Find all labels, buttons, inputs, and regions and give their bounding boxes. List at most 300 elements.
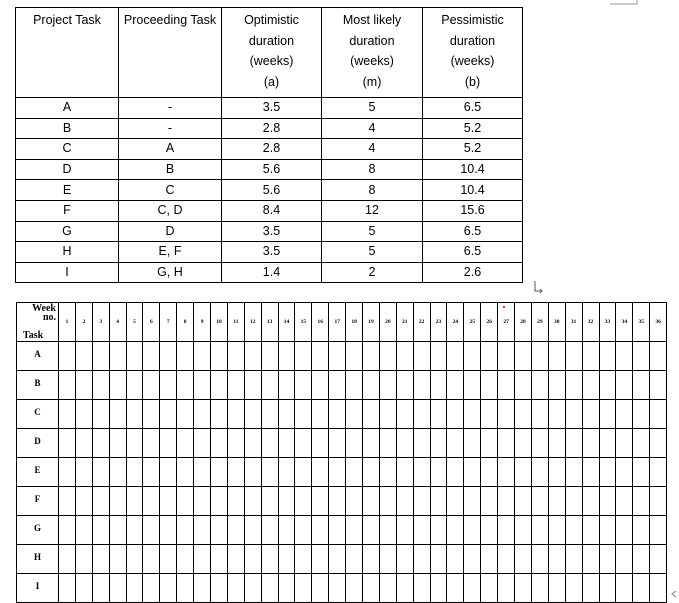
gantt-cell[interactable] [143,429,160,458]
gantt-cell[interactable] [109,545,126,574]
gantt-cell[interactable] [582,400,599,429]
gantt-cell[interactable] [278,400,295,429]
gantt-cell[interactable] [92,574,109,603]
gantt-cell[interactable] [92,487,109,516]
gantt-cell[interactable] [244,516,261,545]
gantt-cell[interactable] [430,458,447,487]
gantt-cell[interactable] [413,516,430,545]
gantt-cell[interactable] [211,342,228,371]
gantt-cell[interactable] [227,342,244,371]
gantt-cell[interactable] [363,400,380,429]
gantt-cell[interactable] [329,371,346,400]
gantt-cell[interactable] [312,516,329,545]
gantt-cell[interactable] [244,429,261,458]
gantt-cell[interactable] [194,342,211,371]
gantt-cell[interactable] [548,487,565,516]
gantt-cell[interactable] [616,545,633,574]
gantt-cell[interactable] [329,429,346,458]
gantt-cell[interactable] [59,400,76,429]
gantt-cell[interactable] [261,429,278,458]
gantt-cell[interactable] [565,487,582,516]
gantt-cell[interactable] [531,487,548,516]
gantt-cell[interactable] [650,371,667,400]
gantt-cell[interactable] [650,342,667,371]
gantt-cell[interactable] [261,400,278,429]
gantt-cell[interactable] [160,516,177,545]
gantt-cell[interactable] [346,574,363,603]
gantt-cell[interactable] [464,429,481,458]
gantt-cell[interactable] [312,574,329,603]
gantt-cell[interactable] [75,400,92,429]
gantt-cell[interactable] [515,342,532,371]
gantt-cell[interactable] [295,429,312,458]
gantt-cell[interactable] [143,487,160,516]
gantt-cell[interactable] [177,545,194,574]
gantt-cell[interactable] [244,574,261,603]
gantt-cell[interactable] [548,400,565,429]
gantt-cell[interactable] [633,429,650,458]
gantt-cell[interactable] [481,516,498,545]
gantt-cell[interactable] [616,342,633,371]
gantt-cell[interactable] [413,487,430,516]
gantt-cell[interactable] [633,545,650,574]
gantt-cell[interactable] [616,371,633,400]
gantt-cell[interactable] [59,458,76,487]
gantt-cell[interactable] [616,574,633,603]
gantt-cell[interactable] [396,545,413,574]
gantt-cell[interactable] [565,400,582,429]
gantt-cell[interactable] [126,429,143,458]
gantt-cell[interactable] [160,574,177,603]
gantt-cell[interactable] [633,400,650,429]
gantt-cell[interactable] [430,371,447,400]
gantt-cell[interactable] [464,342,481,371]
gantt-cell[interactable] [515,458,532,487]
gantt-cell[interactable] [413,429,430,458]
gantt-cell[interactable] [464,574,481,603]
gantt-cell[interactable] [565,342,582,371]
gantt-cell[interactable] [379,371,396,400]
gantt-cell[interactable] [194,400,211,429]
gantt-cell[interactable] [312,371,329,400]
gantt-cell[interactable] [75,487,92,516]
gantt-cell[interactable] [126,487,143,516]
gantt-cell[interactable] [650,400,667,429]
gantt-cell[interactable] [616,400,633,429]
gantt-cell[interactable] [194,458,211,487]
gantt-cell[interactable] [244,400,261,429]
gantt-cell[interactable] [379,545,396,574]
gantt-cell[interactable] [498,371,515,400]
gantt-cell[interactable] [565,458,582,487]
gantt-cell[interactable] [261,458,278,487]
gantt-cell[interactable] [582,429,599,458]
gantt-cell[interactable] [582,516,599,545]
gantt-cell[interactable] [413,342,430,371]
gantt-cell[interactable] [160,429,177,458]
gantt-cell[interactable] [481,429,498,458]
gantt-cell[interactable] [379,342,396,371]
gantt-cell[interactable] [379,400,396,429]
gantt-cell[interactable] [211,429,228,458]
gantt-cell[interactable] [430,574,447,603]
gantt-cell[interactable] [515,400,532,429]
gantt-cell[interactable] [278,487,295,516]
gantt-cell[interactable] [227,429,244,458]
gantt-cell[interactable] [616,458,633,487]
gantt-cell[interactable] [92,371,109,400]
gantt-cell[interactable] [616,487,633,516]
gantt-cell[interactable] [379,487,396,516]
gantt-cell[interactable] [363,516,380,545]
gantt-cell[interactable] [515,574,532,603]
gantt-cell[interactable] [413,545,430,574]
gantt-cell[interactable] [143,342,160,371]
gantt-cell[interactable] [92,429,109,458]
gantt-cell[interactable] [363,342,380,371]
gantt-cell[interactable] [312,342,329,371]
gantt-cell[interactable] [599,458,616,487]
gantt-cell[interactable] [650,487,667,516]
gantt-cell[interactable] [75,458,92,487]
gantt-cell[interactable] [143,516,160,545]
gantt-cell[interactable] [329,458,346,487]
gantt-cell[interactable] [211,487,228,516]
gantt-cell[interactable] [126,574,143,603]
gantt-cell[interactable] [464,371,481,400]
gantt-cell[interactable] [244,458,261,487]
gantt-cell[interactable] [177,342,194,371]
gantt-cell[interactable] [244,342,261,371]
gantt-cell[interactable] [312,487,329,516]
gantt-cell[interactable] [515,487,532,516]
gantt-cell[interactable] [447,487,464,516]
gantt-cell[interactable] [346,487,363,516]
gantt-cell[interactable] [599,371,616,400]
gantt-cell[interactable] [565,371,582,400]
gantt-cell[interactable] [346,342,363,371]
gantt-cell[interactable] [464,545,481,574]
gantt-cell[interactable] [177,574,194,603]
gantt-cell[interactable] [194,487,211,516]
gantt-cell[interactable] [278,458,295,487]
gantt-cell[interactable] [109,400,126,429]
gantt-cell[interactable] [109,574,126,603]
gantt-cell[interactable] [650,429,667,458]
gantt-cell[interactable] [599,342,616,371]
gantt-cell[interactable] [531,429,548,458]
gantt-cell[interactable] [126,545,143,574]
gantt-cell[interactable] [650,458,667,487]
gantt-cell[interactable] [498,487,515,516]
gantt-cell[interactable] [515,429,532,458]
gantt-cell[interactable] [329,400,346,429]
gantt-cell[interactable] [346,516,363,545]
gantt-cell[interactable] [59,516,76,545]
gantt-cell[interactable] [295,516,312,545]
gantt-cell[interactable] [160,342,177,371]
gantt-cell[interactable] [59,429,76,458]
gantt-cell[interactable] [430,429,447,458]
gantt-cell[interactable] [59,574,76,603]
gantt-cell[interactable] [616,429,633,458]
gantt-cell[interactable] [363,429,380,458]
gantt-cell[interactable] [582,342,599,371]
gantt-cell[interactable] [498,342,515,371]
gantt-cell[interactable] [413,574,430,603]
gantt-cell[interactable] [329,516,346,545]
gantt-cell[interactable] [92,516,109,545]
gantt-cell[interactable] [295,545,312,574]
gantt-cell[interactable] [498,516,515,545]
gantt-cell[interactable] [295,400,312,429]
gantt-cell[interactable] [633,458,650,487]
gantt-cell[interactable] [481,400,498,429]
gantt-cell[interactable] [548,574,565,603]
gantt-cell[interactable] [633,574,650,603]
gantt-cell[interactable] [548,342,565,371]
gantt-cell[interactable] [582,574,599,603]
gantt-cell[interactable] [278,574,295,603]
gantt-cell[interactable] [481,487,498,516]
gantt-cell[interactable] [312,429,329,458]
gantt-cell[interactable] [59,371,76,400]
gantt-cell[interactable] [447,574,464,603]
gantt-cell[interactable] [565,516,582,545]
gantt-cell[interactable] [278,371,295,400]
gantt-cell[interactable] [126,371,143,400]
gantt-cell[interactable] [92,400,109,429]
gantt-cell[interactable] [565,545,582,574]
gantt-cell[interactable] [194,429,211,458]
gantt-cell[interactable] [177,400,194,429]
gantt-cell[interactable] [633,371,650,400]
gantt-cell[interactable] [565,429,582,458]
gantt-cell[interactable] [582,487,599,516]
gantt-cell[interactable] [548,458,565,487]
gantt-cell[interactable] [531,400,548,429]
gantt-cell[interactable] [633,516,650,545]
gantt-cell[interactable] [227,487,244,516]
gantt-cell[interactable] [650,545,667,574]
gantt-cell[interactable] [346,371,363,400]
gantt-cell[interactable] [143,400,160,429]
gantt-cell[interactable] [126,458,143,487]
gantt-cell[interactable] [143,371,160,400]
gantt-cell[interactable] [261,487,278,516]
gantt-cell[interactable] [515,371,532,400]
gantt-cell[interactable] [211,458,228,487]
gantt-cell[interactable] [548,545,565,574]
gantt-cell[interactable] [312,400,329,429]
gantt-cell[interactable] [109,371,126,400]
gantt-cell[interactable] [109,458,126,487]
gantt-cell[interactable] [261,574,278,603]
gantt-cell[interactable] [447,516,464,545]
gantt-cell[interactable] [396,574,413,603]
gantt-cell[interactable] [211,371,228,400]
gantt-cell[interactable] [75,429,92,458]
gantt-cell[interactable] [447,400,464,429]
gantt-cell[interactable] [447,371,464,400]
gantt-cell[interactable] [582,545,599,574]
gantt-cell[interactable] [329,574,346,603]
gantt-cell[interactable] [464,400,481,429]
gantt-cell[interactable] [143,574,160,603]
gantt-cell[interactable] [565,574,582,603]
gantt-cell[interactable] [346,458,363,487]
gantt-cell[interactable] [59,342,76,371]
gantt-cell[interactable] [261,342,278,371]
gantt-cell[interactable] [227,458,244,487]
gantt-cell[interactable] [211,400,228,429]
gantt-cell[interactable] [244,371,261,400]
gantt-cell[interactable] [430,400,447,429]
gantt-cell[interactable] [633,487,650,516]
gantt-cell[interactable] [75,371,92,400]
gantt-cell[interactable] [363,487,380,516]
gantt-cell[interactable] [498,574,515,603]
gantt-cell[interactable] [379,458,396,487]
gantt-cell[interactable] [481,545,498,574]
gantt-cell[interactable] [616,516,633,545]
gantt-cell[interactable] [599,400,616,429]
gantt-cell[interactable] [515,545,532,574]
gantt-cell[interactable] [329,487,346,516]
gantt-cell[interactable] [531,342,548,371]
gantt-cell[interactable] [599,574,616,603]
gantt-cell[interactable] [278,545,295,574]
gantt-cell[interactable] [177,516,194,545]
gantt-cell[interactable] [75,545,92,574]
gantt-cell[interactable] [109,342,126,371]
gantt-cell[interactable] [481,458,498,487]
gantt-cell[interactable] [211,545,228,574]
gantt-cell[interactable] [650,574,667,603]
gantt-cell[interactable] [396,429,413,458]
gantt-cell[interactable] [379,516,396,545]
gantt-cell[interactable] [59,545,76,574]
gantt-cell[interactable] [396,400,413,429]
gantt-cell[interactable] [413,458,430,487]
gantt-cell[interactable] [194,574,211,603]
gantt-cell[interactable] [261,545,278,574]
gantt-cell[interactable] [430,342,447,371]
gantt-cell[interactable] [312,545,329,574]
gantt-cell[interactable] [650,516,667,545]
gantt-cell[interactable] [396,458,413,487]
gantt-cell[interactable] [227,574,244,603]
gantt-cell[interactable] [548,371,565,400]
gantt-cell[interactable] [160,371,177,400]
gantt-cell[interactable] [211,574,228,603]
gantt-cell[interactable] [109,516,126,545]
gantt-cell[interactable] [295,371,312,400]
gantt-cell[interactable] [194,516,211,545]
gantt-cell[interactable] [312,458,329,487]
gantt-cell[interactable] [396,516,413,545]
gantt-cell[interactable] [599,545,616,574]
gantt-cell[interactable] [599,487,616,516]
gantt-cell[interactable] [548,429,565,458]
gantt-cell[interactable] [194,371,211,400]
gantt-cell[interactable] [92,342,109,371]
gantt-cell[interactable] [126,400,143,429]
gantt-cell[interactable] [278,429,295,458]
gantt-cell[interactable] [531,574,548,603]
gantt-cell[interactable] [92,458,109,487]
gantt-cell[interactable] [396,371,413,400]
gantt-cell[interactable] [92,545,109,574]
gantt-cell[interactable] [160,458,177,487]
gantt-cell[interactable] [177,371,194,400]
gantt-cell[interactable] [227,545,244,574]
gantt-cell[interactable] [633,342,650,371]
gantt-cell[interactable] [346,429,363,458]
gantt-cell[interactable] [413,400,430,429]
gantt-cell[interactable] [227,516,244,545]
gantt-cell[interactable] [211,516,228,545]
gantt-cell[interactable] [447,429,464,458]
gantt-cell[interactable] [177,429,194,458]
gantt-cell[interactable] [160,545,177,574]
gantt-cell[interactable] [126,516,143,545]
gantt-cell[interactable] [379,429,396,458]
gantt-cell[interactable] [531,545,548,574]
gantt-cell[interactable] [143,545,160,574]
gantt-cell[interactable] [379,574,396,603]
gantt-cell[interactable] [143,458,160,487]
gantt-cell[interactable] [177,487,194,516]
gantt-cell[interactable] [363,458,380,487]
gantt-cell[interactable] [447,545,464,574]
gantt-cell[interactable] [464,487,481,516]
gantt-cell[interactable] [244,487,261,516]
gantt-cell[interactable] [582,371,599,400]
gantt-cell[interactable] [329,342,346,371]
gantt-cell[interactable] [346,400,363,429]
gantt-cell[interactable] [295,574,312,603]
gantt-cell[interactable] [261,516,278,545]
gantt-cell[interactable] [75,516,92,545]
gantt-cell[interactable] [177,458,194,487]
gantt-cell[interactable] [599,516,616,545]
gantt-cell[interactable] [227,371,244,400]
gantt-cell[interactable] [430,545,447,574]
gantt-cell[interactable] [498,400,515,429]
gantt-cell[interactable] [126,342,143,371]
gantt-cell[interactable] [329,545,346,574]
gantt-cell[interactable] [548,516,565,545]
gantt-cell[interactable] [582,458,599,487]
gantt-cell[interactable] [447,458,464,487]
gantt-cell[interactable] [261,371,278,400]
gantt-cell[interactable] [194,545,211,574]
gantt-cell[interactable] [447,342,464,371]
gantt-cell[interactable] [481,342,498,371]
gantt-cell[interactable] [160,487,177,516]
gantt-cell[interactable] [109,487,126,516]
gantt-cell[interactable] [396,342,413,371]
gantt-cell[interactable] [59,487,76,516]
gantt-cell[interactable] [75,342,92,371]
gantt-cell[interactable] [515,516,532,545]
gantt-cell[interactable] [109,429,126,458]
gantt-cell[interactable] [363,371,380,400]
gantt-cell[interactable] [498,429,515,458]
gantt-cell[interactable] [531,458,548,487]
gantt-cell[interactable] [531,516,548,545]
